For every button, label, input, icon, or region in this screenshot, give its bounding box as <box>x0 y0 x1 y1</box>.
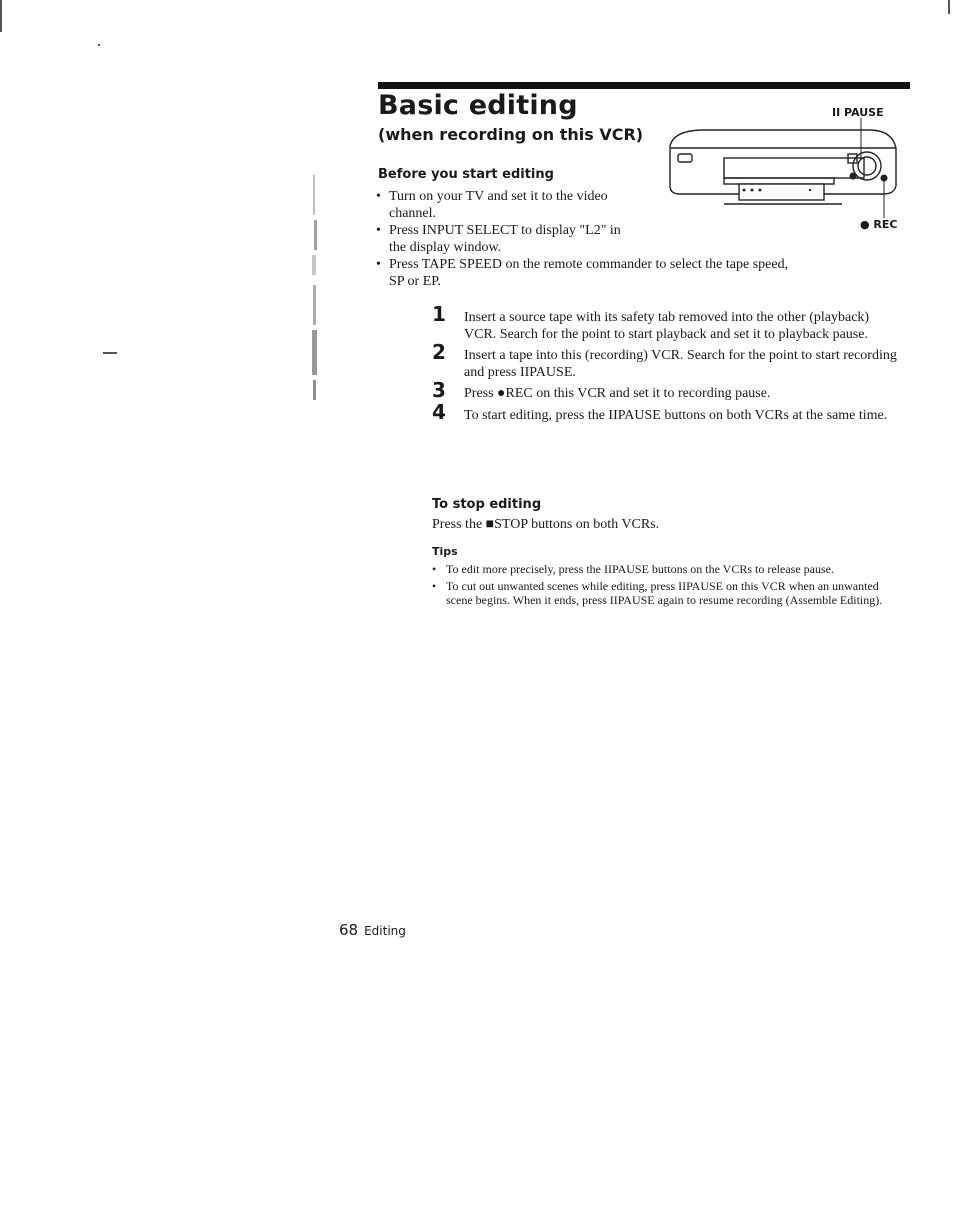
page-subtitle: (when recording on this VCR) <box>378 125 644 144</box>
rec-label: ● REC <box>860 218 898 231</box>
scan-speck <box>98 44 100 46</box>
header-rule <box>378 82 910 89</box>
footer-section-label: Editing <box>364 924 406 938</box>
list-item: • To edit more precisely, press the IIPAUSE buttons on the VCRs to release pause. <box>432 562 902 576</box>
step-item <box>430 399 900 425</box>
step-item <box>430 378 900 403</box>
page-title: Basic editing <box>378 90 578 121</box>
scan-speck <box>948 0 950 14</box>
list-item: • Turn on your TV and set it to the video channel. <box>376 188 624 222</box>
page-footer <box>339 921 406 940</box>
stop-instruction: Press the ■STOP buttons on both VCRs. <box>432 517 660 532</box>
page-number: 68 <box>339 921 359 939</box>
section-heading-before: Before you start editing <box>378 167 554 182</box>
scan-speck <box>0 0 2 32</box>
step-item <box>430 340 900 381</box>
tips-heading: Tips <box>432 545 458 558</box>
step-list <box>430 302 900 429</box>
list-item: • Press TAPE SPEED on the remote commander to select the tape speed, SP or EP. <box>376 256 796 290</box>
step-number: 4 <box>432 399 446 424</box>
scan-speck <box>103 352 117 354</box>
step-number: 3 <box>432 378 446 402</box>
before-bullet-list <box>376 188 796 290</box>
step-text: Insert a tape into this (recording) VCR. Search for the point to start recording and press IIPAUSE. <box>464 348 897 380</box>
list-item: • Press INPUT SELECT to display "L2" in the display window. <box>376 222 624 256</box>
step-number: 1 <box>432 302 446 326</box>
step-text: To start editing, press the IIPAUSE buttons on both VCRs at the same time. <box>464 407 888 423</box>
section-heading-stop: To stop editing <box>432 497 542 512</box>
tips-list <box>432 562 902 610</box>
list-item: • To cut out unwanted scenes while editing, press IIPAUSE on this VCR when an unwanted scene begins. When it ends, press IIPAUSE again to resume recording (Assemble Editing). <box>432 579 902 607</box>
step-item <box>430 302 900 343</box>
pause-label: II PAUSE <box>832 106 884 119</box>
step-number: 2 <box>432 340 446 364</box>
scan-artifact-strip <box>311 175 319 400</box>
step-text: Press ●REC on this VCR and set it to recording pause. <box>464 386 771 401</box>
step-text: Insert a source tape with its safety tab removed into the other (playback) VCR. Search for the point to start playback and set it to playback pause. <box>464 310 870 342</box>
